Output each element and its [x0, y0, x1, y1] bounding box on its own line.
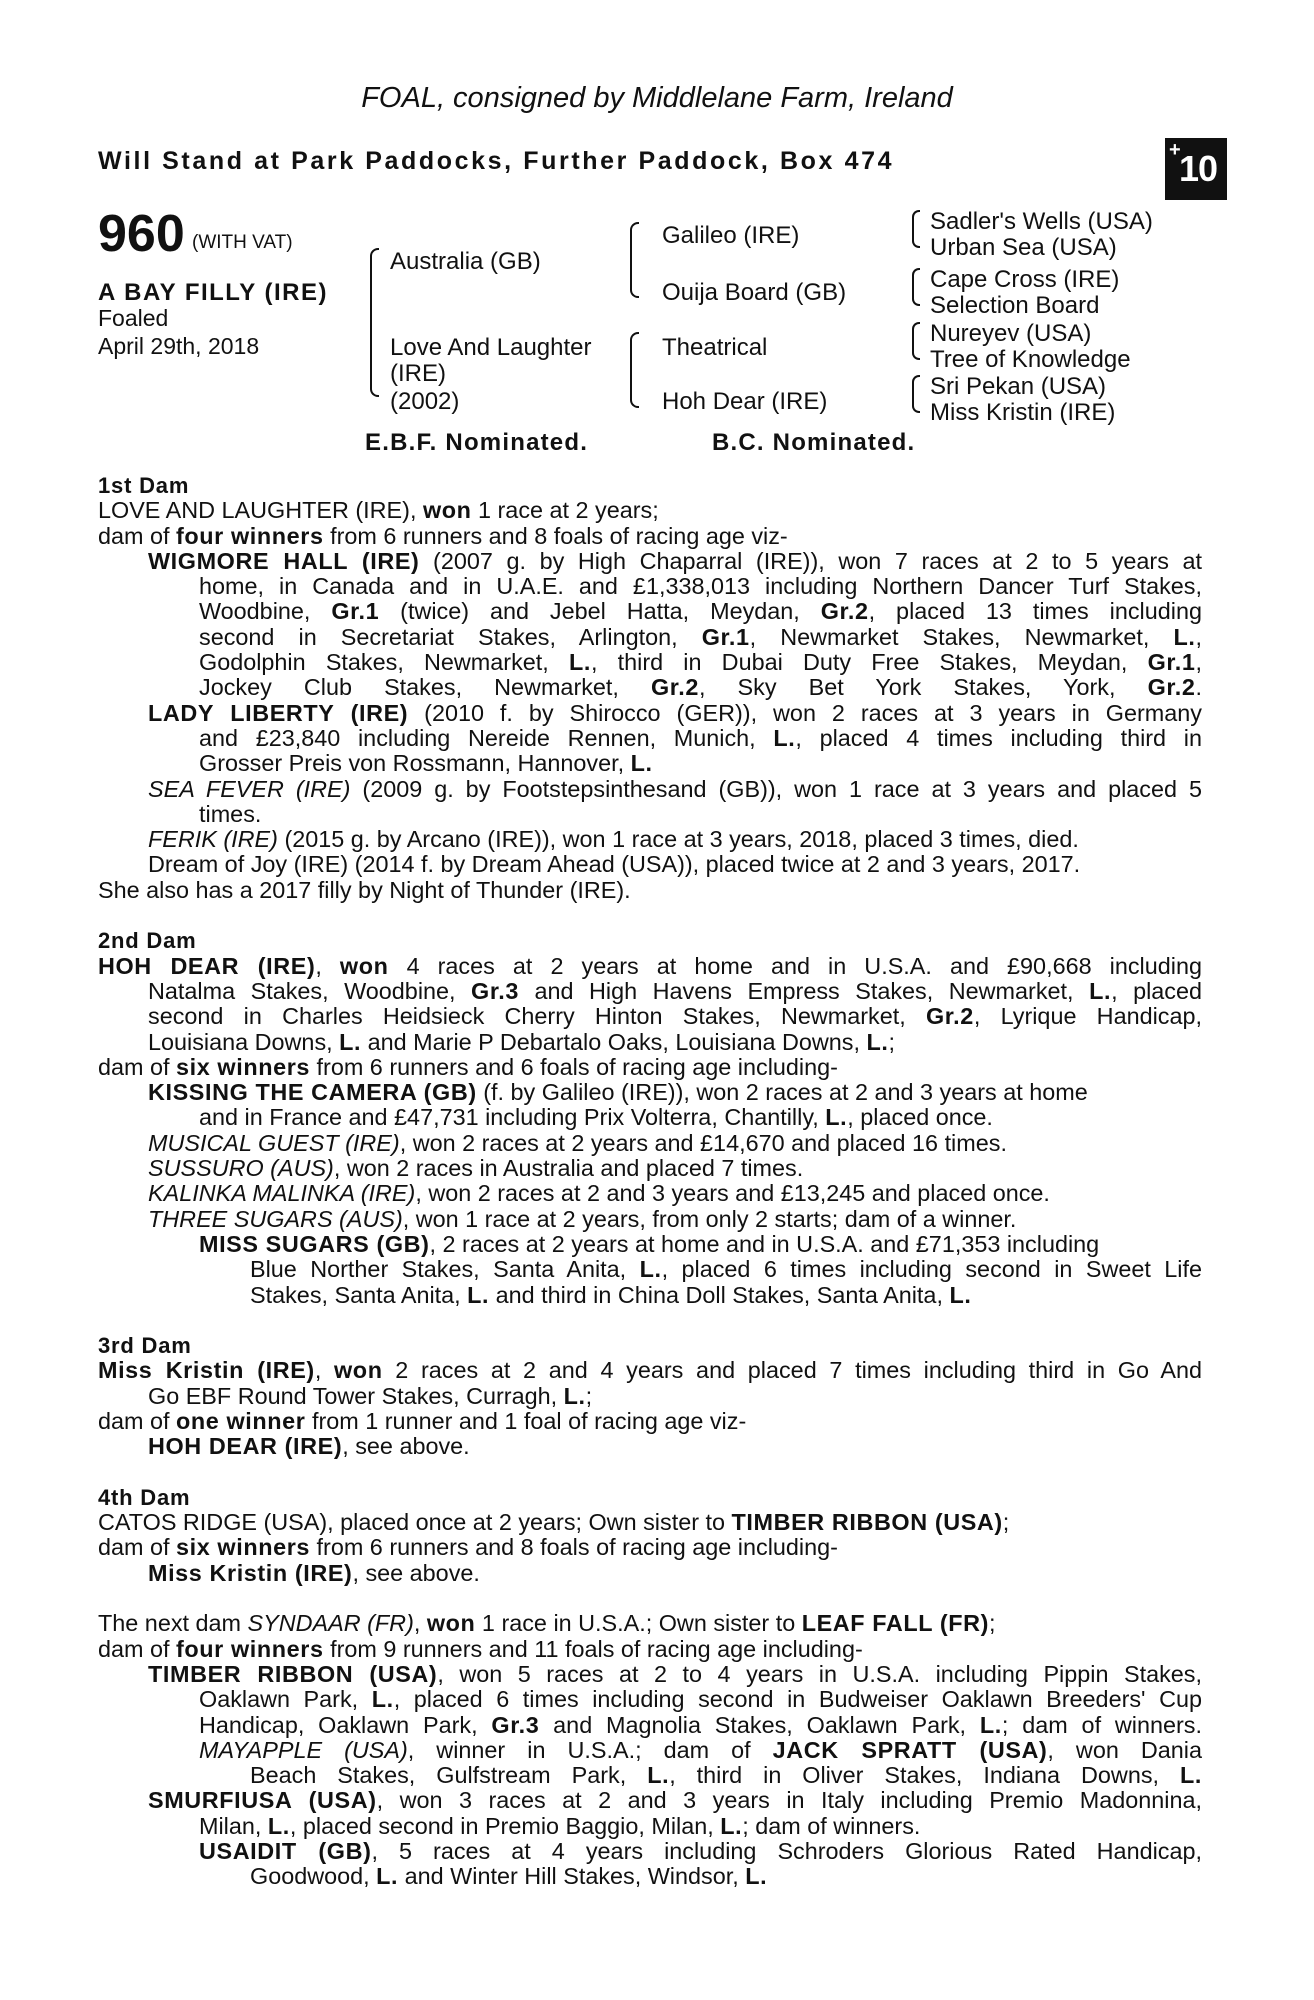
text-segment: and third in China Doll Stakes, Santa Anita,	[489, 1281, 950, 1308]
text-segment: The next dam	[98, 1610, 248, 1637]
bold-text: MISS SUGARS (GB)	[199, 1230, 430, 1257]
pedigree-dam-line2: (IRE)	[390, 360, 446, 387]
bold-text: L.	[825, 1104, 848, 1131]
text-segment: times.	[199, 800, 262, 827]
sale-badge	[1165, 138, 1227, 200]
ss-brace	[912, 210, 920, 248]
text-segment: , third in Dubai Duty Free Stakes, Meydan,	[590, 649, 1148, 676]
bold-text: L.	[630, 750, 653, 777]
bold-text: L.	[467, 1281, 490, 1308]
text-line	[98, 852, 1202, 877]
text-segment: Woodbine,	[199, 598, 332, 625]
vat-note: (WITH VAT)	[192, 232, 293, 253]
text-line	[98, 650, 1202, 675]
text-line	[98, 1687, 1202, 1712]
text-segment: , won 1 race at 2 years, from only 2 starts; dam of a winner.	[402, 1205, 1017, 1232]
text-segment: , see above.	[352, 1559, 480, 1586]
bold-text: USAIDIT (GB)	[199, 1838, 372, 1865]
bold-text: Gr.1	[331, 598, 380, 625]
italic-text: MAYAPPLE (USA)	[199, 1736, 408, 1763]
text-line	[98, 1788, 1202, 1813]
text-segment: , Lyrique Handicap,	[973, 1003, 1203, 1030]
text-segment: , placed once.	[847, 1104, 993, 1131]
text-segment: , won Dania	[1047, 1736, 1202, 1763]
spacer	[98, 1460, 1202, 1485]
text-segment: , placed second in Premio Baggio, Milan,	[289, 1812, 721, 1839]
text-segment: ,	[413, 1610, 427, 1637]
text-segment: and High Havens Empress Stakes, Newmarket,	[518, 977, 1090, 1004]
text-line	[98, 1637, 1202, 1662]
text-line	[98, 1535, 1202, 1560]
bold-text: L.	[866, 1028, 889, 1055]
text-segment: dam of	[98, 1534, 177, 1561]
foaled-label: Foaled	[98, 305, 169, 331]
spacer	[98, 1308, 1202, 1333]
text-segment: dam of	[98, 1053, 177, 1080]
bold-text: one winner	[176, 1407, 306, 1434]
text-segment: (f. by Galileo (IRE)), won 2 races at 2 and 3 years at home	[476, 1079, 1088, 1106]
text-segment: from 6 runners and 8 foals of racing age viz-	[323, 522, 788, 549]
pedigree-ddd: Miss Kristin (IRE)	[930, 399, 1116, 426]
italic-text: SEA FEVER (IRE)	[148, 775, 351, 802]
text-segment: Jockey Club Stakes, Newmarket,	[199, 674, 652, 701]
horse-name: A BAY FILLY (IRE)	[98, 279, 328, 306]
bold-text: six winners	[176, 1053, 311, 1080]
text-segment: Stakes, Santa Anita,	[250, 1281, 468, 1308]
sire-dam-brace	[370, 248, 379, 397]
text-line	[98, 1738, 1202, 1763]
italic-text: THREE SUGARS (AUS)	[148, 1205, 403, 1232]
bold-text: Miss Kristin (IRE)	[98, 1357, 315, 1384]
pedigree-dss: Nureyev (USA)	[930, 320, 1092, 347]
bold-text: L.	[371, 1686, 394, 1713]
sire-brace	[630, 222, 639, 298]
text-line	[98, 625, 1202, 650]
text-segment: and £23,840 including Nereide Rennen, Munich,	[199, 724, 774, 751]
text-segment: Natalma Stakes, Woodbine,	[148, 977, 472, 1004]
text-segment: from 9 runners and 11 foals of racing age including-	[323, 1635, 863, 1662]
dam-brace	[630, 332, 639, 408]
text-line	[98, 1864, 1202, 1889]
text-segment: dam of	[98, 522, 177, 549]
pedigree-sire-sire: Galileo (IRE)	[662, 222, 800, 249]
text-segment: home, in Canada and in U.A.E. and £1,338,013 including Northern Dancer Turf Stakes,	[199, 573, 1202, 600]
text-segment: and Winter Hill Stakes, Windsor,	[398, 1863, 746, 1890]
bold-text: LEAF FALL (FR)	[801, 1610, 989, 1637]
bold-text: Miss Kristin (IRE)	[148, 1559, 353, 1586]
text-line	[98, 1662, 1202, 1687]
text-line	[98, 1839, 1202, 1864]
italic-text: SUSSURO (AUS)	[148, 1155, 334, 1182]
bold-text: won	[334, 1357, 383, 1384]
bold-text: TIMBER RIBBON (USA)	[731, 1509, 1003, 1536]
text-segment: , placed 4 times including third in	[795, 724, 1202, 751]
text-line	[98, 1055, 1202, 1080]
text-line	[98, 701, 1202, 726]
stand-location: Will Stand at Park Paddocks, Further Paddock, Box 474	[98, 147, 895, 175]
text-line	[98, 1156, 1202, 1181]
text-segment: , won 3 races at 2 and 3 years in Italy including Premio Madonnina,	[376, 1787, 1203, 1814]
text-line	[98, 777, 1202, 802]
bold-text: L.	[979, 1711, 1002, 1738]
text-segment: (2010 f. by Shirocco (GER)), won 2 races at 3 years in Germany	[408, 699, 1202, 726]
text-segment: Milan,	[199, 1812, 268, 1839]
text-line	[98, 1283, 1202, 1308]
bold-text: HOH DEAR (IRE)	[98, 952, 316, 979]
text-line	[98, 1207, 1202, 1232]
text-line	[98, 1611, 1202, 1636]
text-segment: LOVE AND LAUGHTER (IRE)	[98, 497, 410, 524]
text-segment: Go EBF Round Tower Stakes, Curragh,	[148, 1382, 564, 1409]
text-line	[98, 549, 1202, 574]
text-line	[98, 1510, 1202, 1535]
bold-text: WIGMORE HALL (IRE)	[148, 547, 420, 574]
bold-text: L.	[647, 1762, 670, 1789]
spacer	[98, 1586, 1202, 1611]
bold-text: Gr.1	[1147, 649, 1196, 676]
text-segment: ,	[315, 952, 340, 979]
text-segment: ;	[585, 1382, 593, 1409]
foaled-date: April 29th, 2018	[98, 333, 260, 359]
text-segment: ; dam of winners.	[1001, 1711, 1202, 1738]
text-segment: , placed 13 times including	[868, 598, 1202, 625]
text-segment: She also has a 2017 filly by Night of Thunder (IRE).	[98, 876, 631, 903]
text-segment: from 6 runners and 6 foals of racing age including-	[310, 1053, 838, 1080]
text-segment: Louisiana Downs,	[148, 1028, 340, 1055]
bold-text: L.	[949, 1281, 972, 1308]
pedigree-dam-dam: Hoh Dear (IRE)	[662, 388, 828, 415]
text-line	[98, 1384, 1202, 1409]
bold-text: four winners	[176, 522, 324, 549]
lot-number: 960	[98, 205, 185, 263]
text-segment: , won 2 races at 2 years and £14,670 and placed 16 times.	[399, 1129, 1007, 1156]
spacer	[98, 903, 1202, 928]
pedigree-dam-line3: (2002)	[390, 388, 460, 415]
text-line	[98, 1105, 1202, 1130]
text-segment: , won 2 races in Australia and placed 7 times.	[333, 1155, 804, 1182]
italic-text: SYNDAAR (FR)	[247, 1610, 414, 1637]
text-line	[98, 1713, 1202, 1738]
text-segment: ;	[989, 1610, 996, 1637]
text-segment: Handicap, Oaklawn Park,	[199, 1711, 492, 1738]
pedigree-ssd: Urban Sea (USA)	[930, 234, 1117, 261]
text-line	[98, 1434, 1202, 1459]
bold-text: Gr.2	[925, 1003, 974, 1030]
text-segment: , Sky Bet York Stakes, York,	[698, 674, 1148, 701]
pedigree-sire: Australia (GB)	[390, 248, 541, 275]
section-heading: 4th Dam	[98, 1484, 191, 1510]
text-line	[98, 1561, 1202, 1586]
text-segment: , 5 races at 4 years including Schroders Glorious Rated Handicap,	[371, 1838, 1202, 1865]
text-segment: , placed 6 times including second in Budweiser Oaklawn Breeders' Cup	[393, 1686, 1202, 1713]
text-line	[98, 1030, 1202, 1055]
text-segment: , placed	[1111, 977, 1202, 1004]
text-line	[98, 1080, 1202, 1105]
catalogue-body	[98, 473, 1202, 1890]
text-segment: , Newmarket Stakes, Newmarket,	[749, 623, 1174, 650]
text-line	[98, 979, 1202, 1004]
text-segment: Grosser Preis von Rossmann, Hannover,	[199, 750, 631, 777]
text-line	[98, 1004, 1202, 1029]
bold-text: SMURFIUSA (USA)	[148, 1787, 377, 1814]
text-line	[98, 524, 1202, 549]
bold-text: Gr.3	[471, 977, 519, 1004]
sd-brace	[912, 268, 920, 306]
text-line	[98, 498, 1202, 523]
text-segment: (2015 g. by Arcano (IRE)), won 1 race at 3 years, 2018, placed 3 times, died.	[277, 826, 1079, 853]
bold-text: four winners	[176, 1635, 324, 1662]
text-segment: Beach Stakes, Gulfstream Park,	[250, 1762, 648, 1789]
bold-text: Gr.2	[1147, 674, 1196, 701]
text-segment: and Magnolia Stakes, Oaklawn Park,	[539, 1711, 980, 1738]
text-segment: from 6 runners and 8 foals of racing age including-	[310, 1534, 838, 1561]
text-segment: ,	[314, 1357, 335, 1384]
text-segment: .	[1195, 674, 1202, 701]
section-heading: 2nd Dam	[98, 928, 197, 954]
pedigree-sire-dam: Ouija Board (GB)	[662, 279, 847, 306]
ds-brace	[912, 322, 920, 360]
text-line	[98, 1232, 1202, 1257]
bold-text: won	[339, 952, 389, 979]
pedigree-sds: Cape Cross (IRE)	[930, 266, 1120, 293]
bold-text: L.	[568, 649, 591, 676]
text-segment: 4 races at 2 years at home and in U.S.A. and £90,668 including	[388, 952, 1202, 979]
text-segment: 1 race at 2 years;	[471, 497, 659, 524]
italic-text: KALINKA MALINKA (IRE)	[148, 1180, 416, 1207]
text-segment: , winner in U.S.A.; dam of	[407, 1736, 773, 1763]
text-segment: from 1 runner and 1 foal of racing age viz-	[305, 1407, 747, 1434]
text-line	[98, 954, 1202, 979]
text-segment: Goodwood,	[250, 1863, 377, 1890]
text-line	[98, 675, 1202, 700]
text-line	[98, 751, 1202, 776]
bold-text: L.	[1180, 1762, 1202, 1789]
bold-text: JACK SPRATT (USA)	[772, 1736, 1048, 1763]
text-segment: , see above.	[342, 1433, 470, 1460]
text-segment: 1 race in U.S.A.; Own sister to	[475, 1610, 802, 1637]
bold-text: L.	[720, 1812, 743, 1839]
section-heading: 3rd Dam	[98, 1333, 192, 1359]
bold-text: won	[422, 497, 472, 524]
bold-text: L.	[773, 724, 796, 751]
text-line	[98, 802, 1202, 827]
text-line	[98, 1814, 1202, 1839]
text-line	[98, 1358, 1202, 1383]
text-segment: and Marie P Debartalo Oaks, Louisiana Downs,	[361, 1028, 867, 1055]
text-segment: ,	[409, 497, 423, 524]
text-segment: 2 races at 2 and 4 years and placed 7 times including third in Go And	[382, 1357, 1202, 1384]
pedigree-sss: Sadler's Wells (USA)	[930, 208, 1153, 235]
text-segment: , won 5 races at 2 to 4 years in U.S.A. including Pippin Stakes,	[437, 1660, 1202, 1687]
bold-text: L.	[339, 1028, 362, 1055]
text-segment: , third in Oliver Stakes, Indiana Downs,	[669, 1762, 1180, 1789]
text-segment: ;	[888, 1028, 895, 1055]
text-line	[98, 1409, 1202, 1434]
bold-text: Gr.3	[491, 1711, 540, 1738]
text-line	[98, 827, 1202, 852]
pedigree-dsd: Tree of Knowledge	[930, 346, 1131, 373]
bold-text: L.	[745, 1863, 768, 1890]
text-segment: ; dam of winners.	[742, 1812, 921, 1839]
text-line	[98, 1257, 1202, 1282]
pedigree-dds: Sri Pekan (USA)	[930, 373, 1107, 400]
bold-text: TIMBER RIBBON (USA)	[148, 1660, 438, 1687]
badge-number: 10	[1179, 148, 1218, 189]
pedigree-dam-sire: Theatrical	[662, 334, 768, 361]
text-line	[98, 1763, 1202, 1788]
text-segment: second in Charles Heidsieck Cherry Hinton Stakes, Newmarket,	[148, 1003, 926, 1030]
text-line	[98, 1181, 1202, 1206]
text-segment: , placed 6 times including second in Sweet Life	[661, 1256, 1202, 1283]
italic-text: MUSICAL GUEST (IRE)	[148, 1129, 400, 1156]
bold-text: KISSING THE CAMERA (GB)	[148, 1079, 477, 1106]
text-segment: (2007 g. by High Chaparral (IRE)), won 7 races at 2 to 5 years at	[419, 547, 1203, 574]
text-segment: and in France and £47,731 including Prix Volterra, Chantilly,	[199, 1104, 826, 1131]
bold-text: LADY LIBERTY (IRE)	[148, 699, 409, 726]
text-segment: Blue Norther Stakes, Santa Anita,	[250, 1256, 640, 1283]
text-line	[98, 878, 1202, 903]
text-segment: Dream of Joy (IRE) (2014 f. by Dream Ahead (USA)), placed twice at 2 and 3 years, 2017.	[148, 851, 1081, 878]
bold-text: Gr.2	[820, 598, 869, 625]
bold-text: Gr.1	[701, 623, 750, 650]
text-segment: second in Secretariat Stakes, Arlington,	[199, 623, 702, 650]
text-line	[98, 726, 1202, 751]
bold-text: L.	[639, 1256, 662, 1283]
text-line	[98, 599, 1202, 624]
text-segment: (2009 g. by Footstepsinthesand (GB)), won 1 race at 3 years and placed 5	[350, 775, 1202, 802]
dd-brace	[912, 375, 920, 413]
text-segment: , 2 races at 2 years at home and in U.S.A. and £71,353 including	[429, 1230, 1100, 1257]
text-segment: dam of	[98, 1635, 177, 1662]
ebf-nominated: E.B.F. Nominated.	[365, 429, 589, 456]
text-segment: CATOS RIDGE (USA), placed once at 2 years; Own sister to	[98, 1509, 732, 1536]
bold-text: L.	[267, 1812, 290, 1839]
text-segment: Oaklawn Park,	[199, 1686, 372, 1713]
italic-text: FERIK (IRE)	[148, 826, 278, 853]
section-heading: 1st Dam	[98, 473, 190, 498]
pedigree-sdd: Selection Board	[930, 292, 1100, 319]
text-segment: , won 2 races at 2 and 3 years and £13,245 and placed once.	[415, 1180, 1050, 1207]
text-segment: dam of	[98, 1407, 177, 1434]
text-segment: (twice) and Jebel Hatta, Meydan,	[379, 598, 821, 625]
bold-text: Gr.2	[651, 674, 699, 701]
bold-text: L.	[563, 1382, 586, 1409]
consignment-line: FOAL, consigned by Middlelane Farm, Ireland	[361, 82, 953, 114]
bold-text: won	[426, 1610, 476, 1637]
bold-text: L.	[1173, 623, 1196, 650]
bold-text: six winners	[176, 1534, 311, 1561]
text-segment: ,	[1195, 649, 1202, 676]
text-line	[98, 574, 1202, 599]
badge-plus: +	[1169, 139, 1181, 161]
text-segment: ,	[1195, 623, 1202, 650]
bold-text: L.	[1089, 977, 1112, 1004]
text-segment: ;	[1002, 1509, 1010, 1536]
pedigree-dam-line1: Love And Laughter	[390, 334, 592, 361]
text-line	[98, 1131, 1202, 1156]
bold-text: HOH DEAR (IRE)	[148, 1433, 343, 1460]
bc-nominated: B.C. Nominated.	[712, 429, 916, 456]
text-segment: Godolphin Stakes, Newmarket,	[199, 649, 569, 676]
bold-text: L.	[376, 1863, 399, 1890]
